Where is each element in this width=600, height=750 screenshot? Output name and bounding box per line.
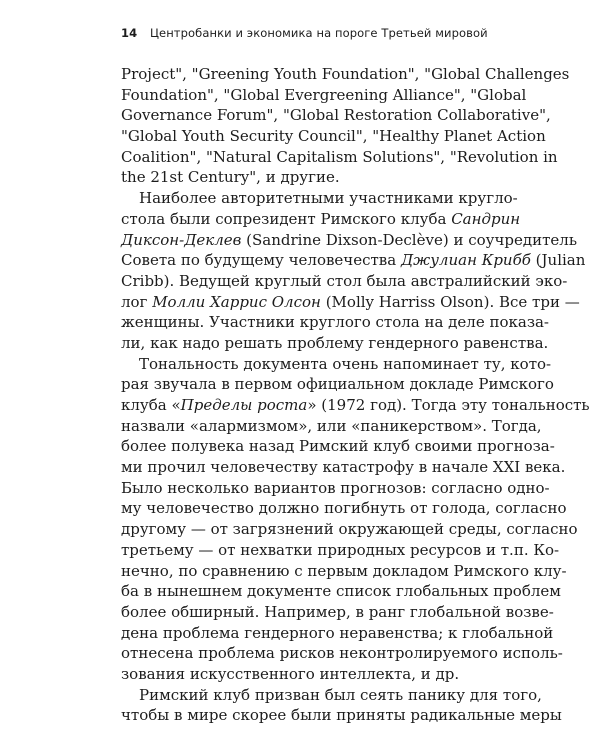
text-line (121, 519, 578, 540)
text-run: отнесена проблема рисков неконтролируемого исполь- (121, 644, 563, 663)
italic-run: Молли Харрис Олсон (152, 292, 321, 311)
text-run: му человечество должно погибнуть от голода, согласно (121, 499, 567, 518)
text-run: более обширный. Например, в ранг глобальной возве- (121, 602, 554, 621)
text-run: рая звучала в первом официальном докладе Римского (121, 375, 554, 394)
text-line (121, 374, 554, 395)
text-run: the 21st Century", и другие. (121, 168, 340, 187)
text-line (121, 292, 580, 313)
text-run: » (1972 год). Тогда эту тональность (307, 396, 590, 414)
text-run: женщины. Участники круглого стола на деле показа- (121, 313, 550, 332)
text-run: Римский клуб призван был сеять панику для того, (139, 685, 542, 704)
text-run: (Julian (530, 251, 586, 270)
text-line (121, 85, 527, 106)
text-run: третьему — от нехватки природных ресурсов и т.п. Ко- (121, 540, 560, 559)
text-run: ми прочил человечеству катастрофу в начале XXI века. (121, 458, 566, 477)
running-title: Центробанки и экономика на пороге Третьей мировой (149, 26, 488, 40)
text-run: Coalition", "Natural Capitalism Solutions", "Revolution in (121, 147, 558, 166)
text-line (121, 126, 546, 147)
text-line (121, 188, 518, 209)
text-line (121, 498, 567, 519)
text-line (121, 312, 550, 333)
text-run: Наиболее авторитетными участниками кругло- (139, 189, 518, 208)
text-run: Совета по будущему человечества (121, 251, 401, 270)
italic-run: Пределы роста (180, 396, 308, 414)
text-line (121, 602, 554, 623)
page-number: 14 (121, 26, 138, 40)
text-line (121, 395, 590, 416)
text-run: (Molly Harriss Olson). Все три — (320, 292, 580, 311)
text-run: другому — от загрязнений окружающей среды, согласно (121, 520, 578, 539)
text-run: Cribb). Ведущей круглый стол была австралийский эко- (121, 271, 568, 290)
italic-run: Джулиан Крибб (400, 251, 531, 270)
text-run: Governance Forum", "Global Restoration Collaborative", (121, 106, 551, 125)
text-run: (Sandrine Dixson-Declève) и соучредитель (241, 230, 577, 249)
text-line (121, 478, 550, 499)
italic-run: Сандрин (451, 209, 521, 228)
text-run: ли, как надо решать проблему гендерного равенства. (121, 333, 549, 352)
text-run: зования искусственного интеллекта, и др. (121, 664, 460, 683)
text-run: Foundation", "Global Evergreening Alliance", "Global (121, 85, 527, 104)
text-line (121, 230, 577, 251)
text-line (121, 105, 551, 126)
text-line (121, 167, 509, 188)
text-line (121, 147, 558, 168)
running-header (121, 26, 541, 40)
text-run: дена проблема гендерного неравенства; к глобальной (121, 623, 554, 642)
text-line (121, 457, 566, 478)
text-line (121, 581, 561, 602)
text-run: более полувека назад Римский клуб своими прогноза- (121, 437, 555, 456)
body-text (121, 64, 590, 726)
text-run: нечно, по сравнению с первым докладом Римского клу- (121, 561, 567, 580)
text-run: чтобы в мире скорее были приняты радикальные меры (121, 706, 562, 725)
text-line (121, 64, 570, 85)
text-line (121, 436, 555, 457)
text-line (121, 540, 560, 561)
text-line (121, 250, 586, 271)
italic-run: Диксон-Деклев (121, 230, 242, 249)
text-line (121, 271, 568, 292)
text-run: назвали «алармизмом», или «паникерством». Тогда, (121, 416, 542, 435)
text-line (121, 664, 509, 685)
text-line (121, 333, 549, 354)
text-run: стола были сопрезидент Римского клуба (121, 209, 452, 228)
text-run: Тональность документа очень напоминает ту, кото- (139, 354, 552, 373)
text-line (121, 416, 542, 437)
text-line (121, 643, 563, 664)
text-line (121, 209, 521, 230)
text-run: лог (121, 292, 153, 311)
text-run: ба в нынешнем документе список глобальных проблем (121, 582, 561, 601)
text-run: Project", "Greening Youth Foundation", "Global Challenges (121, 65, 570, 83)
text-line (121, 705, 562, 726)
text-line (121, 623, 554, 644)
text-run: "Global Youth Security Council", "Healthy Planet Action (121, 127, 546, 146)
text-run: клуба « (121, 396, 181, 414)
text-line (121, 354, 552, 375)
text-run: Было несколько вариантов прогнозов: согласно одно- (121, 478, 550, 497)
text-line (121, 685, 542, 706)
text-line (121, 561, 567, 582)
